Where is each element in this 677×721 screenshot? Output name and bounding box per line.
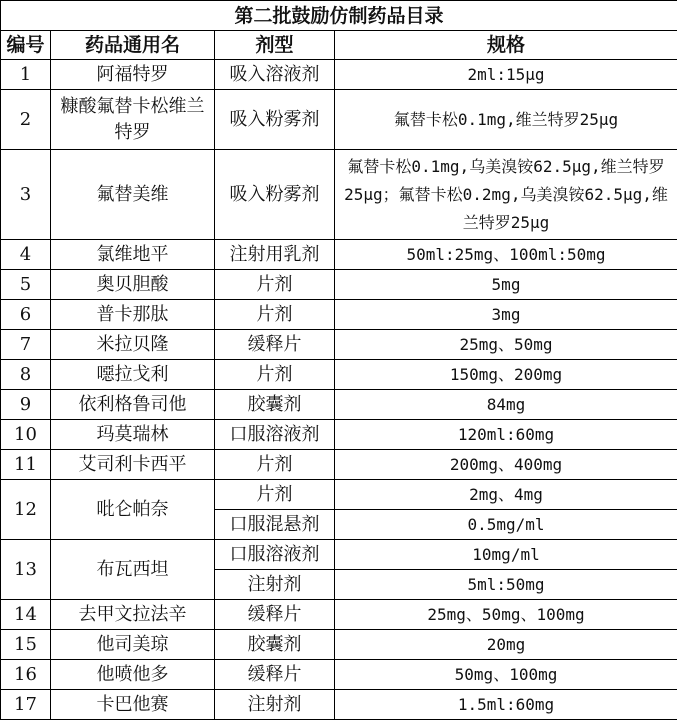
table-row [1,300,677,330]
drug-name: 艾司利卡西平 [51,450,215,480]
drug-name: 去甲文拉法辛 [51,600,215,630]
drug-name: 氟替美维 [51,150,215,240]
title-row [1,1,677,31]
drug-name: 依利格鲁司他 [51,390,215,420]
row-number: 15 [1,630,51,660]
table-row [1,90,677,150]
dosage-form: 口服混悬剂 [215,510,335,540]
table-row [1,270,677,300]
drug-name: 玛莫瑞林 [51,420,215,450]
row-number: 17 [1,690,51,720]
table-row [1,540,677,570]
dosage-form: 片剂 [215,360,335,390]
table-row [1,660,677,690]
specification: 84mg [335,390,677,420]
row-number: 14 [1,600,51,630]
row-number: 13 [1,540,51,600]
specification: 20mg [335,630,677,660]
specification: 10mg/ml [335,540,677,570]
table-row [1,420,677,450]
specification: 25mg、50mg、100mg [335,600,677,630]
specification: 2ml:15μg [335,60,677,90]
table-row [1,150,677,240]
header-dosage-form: 剂型 [215,31,335,60]
drug-name: 他司美琼 [51,630,215,660]
row-number: 3 [1,150,51,240]
dosage-form: 缓释片 [215,660,335,690]
specification: 25mg、50mg [335,330,677,360]
drug-name: 卡巴他赛 [51,690,215,720]
row-number: 7 [1,330,51,360]
header-number: 编号 [1,31,51,60]
drug-name: 氯维地平 [51,240,215,270]
dosage-form: 缓释片 [215,330,335,360]
table-row [1,630,677,660]
row-number: 11 [1,450,51,480]
specification: 120ml:60mg [335,420,677,450]
dosage-form: 注射剂 [215,690,335,720]
drug-name: 吡仑帕奈 [51,480,215,540]
row-number: 4 [1,240,51,270]
row-number: 2 [1,90,51,150]
specification: 5mg [335,270,677,300]
drug-name: 布瓦西坦 [51,540,215,600]
dosage-form: 吸入粉雾剂 [215,150,335,240]
dosage-form: 胶囊剂 [215,630,335,660]
row-number: 8 [1,360,51,390]
specification: 200mg、400mg [335,450,677,480]
specification: 0.5mg/ml [335,510,677,540]
dosage-form: 片剂 [215,300,335,330]
specification: 1.5ml:60mg [335,690,677,720]
dosage-form: 口服溶液剂 [215,420,335,450]
dosage-form: 片剂 [215,450,335,480]
drug-name: 糠酸氟替卡松维兰特罗 [51,90,215,150]
drug-name: 米拉贝隆 [51,330,215,360]
row-number: 16 [1,660,51,690]
drug-name: 阿福特罗 [51,60,215,90]
header-row [1,31,677,60]
row-number: 9 [1,390,51,420]
specification: 2mg、4mg [335,480,677,510]
table-row [1,60,677,90]
table-row [1,450,677,480]
table-row [1,600,677,630]
table-title: 第二批鼓励仿制药品目录 [1,1,677,31]
row-number: 6 [1,300,51,330]
table-row [1,390,677,420]
specification: 50mg、100mg [335,660,677,690]
row-number: 10 [1,420,51,450]
dosage-form: 注射用乳剂 [215,240,335,270]
dosage-form: 口服溶液剂 [215,540,335,570]
specification: 氟替卡松0.1mg,维兰特罗25μg [335,90,677,150]
row-number: 5 [1,270,51,300]
row-number: 1 [1,60,51,90]
table-row [1,330,677,360]
dosage-form: 缓释片 [215,600,335,630]
specification: 150mg、200mg [335,360,677,390]
table-row [1,480,677,510]
row-number: 12 [1,480,51,540]
header-drug-name: 药品通用名 [51,31,215,60]
dosage-form: 胶囊剂 [215,390,335,420]
drug-name: 噁拉戈利 [51,360,215,390]
specification: 氟替卡松0.1mg,乌美溴铵62.5μg,维兰特罗25μg；氟替卡松0.2mg,乌美溴铵62.5μg,维兰特罗25μg [335,150,677,240]
dosage-form: 注射剂 [215,570,335,600]
table-row [1,240,677,270]
dosage-form: 片剂 [215,270,335,300]
table-row [1,690,677,720]
specification: 3mg [335,300,677,330]
header-specification: 规格 [335,31,677,60]
dosage-form: 吸入粉雾剂 [215,90,335,150]
specification: 50ml:25mg、100ml:50mg [335,240,677,270]
specification: 5ml:50mg [335,570,677,600]
drug-name: 他喷他多 [51,660,215,690]
dosage-form: 片剂 [215,480,335,510]
drug-name: 奥贝胆酸 [51,270,215,300]
dosage-form: 吸入溶液剂 [215,60,335,90]
table-row [1,360,677,390]
drug-name: 普卡那肽 [51,300,215,330]
